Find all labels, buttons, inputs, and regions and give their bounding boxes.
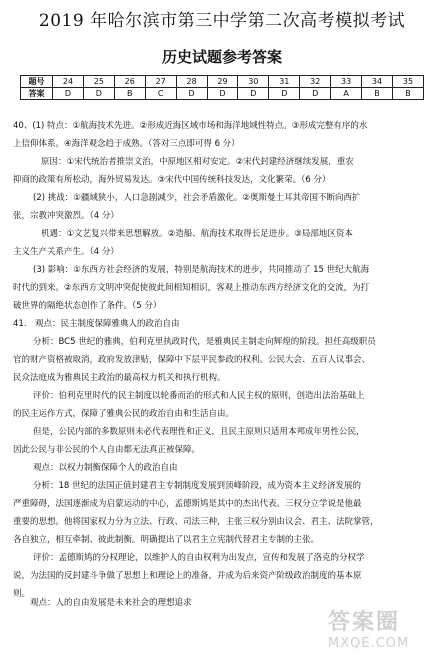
q41-view-2: 观点：以权力制衡保障个人的政治自由 <box>33 463 178 473</box>
answer-cell: D <box>83 88 114 100</box>
q41-evaluation-2-cont: 说，为法国的反封建斗争做了思想上和理论上的准备，并成为后来资产阶级政治制度的基本原 <box>13 571 362 581</box>
answer-cell: D <box>176 88 207 100</box>
q41-analysis-2-end: 各自独立，相互牵制、彼此制衡。明确提出了以君主立宪制代替君主专制的主张。 <box>13 535 320 545</box>
question-number-row <box>21 76 424 88</box>
watermark <box>328 605 438 651</box>
q40-part3-impact-end: 破世界的隔绝状态创作了条件。（5 分） <box>13 301 162 311</box>
q41-evaluation-2-end: 则。 <box>13 589 31 599</box>
question-number-cell: 25 <box>83 76 114 88</box>
q40-part2-challenges-cont: 张，宗教冲突激烈。（4 分） <box>13 211 119 221</box>
q41-analysis-1-end: 民众法庭成为雅典民主政治的最高权力机关和执行机构。 <box>13 373 226 383</box>
question-number-cell: 32 <box>300 76 331 88</box>
q40-part1-reasons-cont: 抑商的政策有所松动，海外贸易发达。③宋代中国传统科技发达，文化繁荣。（6 分） <box>13 175 331 185</box>
q41-evaluation-2: 评价：孟德斯鸠的分权理论，以维护人的自由权利为出发点，宣传和发展了洛克的分权学 <box>33 553 365 563</box>
question-number-cell: 31 <box>269 76 300 88</box>
answer-cell: D <box>238 88 269 100</box>
q41-evaluation-1: 评价：伯利克里时代的民主制度以轮番而治的形式和人民主权的原则，创造出法治基础上 <box>33 391 365 401</box>
q40-part1-features-cont: 上信仰体系。④海洋观念趋于成熟。（答对三点即可得 6 分） <box>13 139 240 149</box>
answer-cell: B <box>392 88 423 100</box>
answer-cell: A <box>331 88 362 100</box>
q41-evaluation-1-cont: 的民主运作方式，保障了雅典公民的政治自由和生活自由。 <box>13 409 235 419</box>
answer-body <box>13 117 431 603</box>
row-label-answer: 答案 <box>21 88 53 100</box>
q40-part3-impact-cont: 时代的到来。②东西方文明冲突促使彼此间相知相识，客观上推动东西方经济文化的交流，为打 <box>13 283 370 293</box>
q40-part3-impact: (3) 影响：①东西方社会经济的发展，特别是航海技术的进步，共同推动了 15 世纪大航海 <box>33 265 370 275</box>
q41-analysis-2: 分析：18 世纪的法国正值封建君主专制制度发展到顶峰阶段，成为资本主义经济发展的 <box>33 481 362 491</box>
row-label-question: 题号 <box>21 76 53 88</box>
q40-part2-opportunities: 机遇：①文艺复兴带来思想解放。②造船、航海技术取得长足进步。③局部地区资本 <box>41 229 353 239</box>
answer-key-table <box>20 75 424 100</box>
answer-cell: D <box>300 88 331 100</box>
answer-cell: B <box>362 88 393 100</box>
q40-part2-challenges: (2) 挑战：①疆域狭小，人口急剧减少，社会矛盾激化。②奥斯曼土耳其帝国不断向西扩 <box>33 193 361 203</box>
question-number-cell: 28 <box>176 76 207 88</box>
q41-analysis-1: 分析：BC5 世纪的雅典，伯利克里执政时代，是雅典民主制走向辉煌的阶段。担任高级职员 <box>33 337 376 347</box>
q41-analysis-1-cont: 官的财产资格被取消，政府发放津贴，保障中下层平民参政的权利。公民大会、五百人议事会、 <box>13 355 371 365</box>
q40-part1-reasons: 原因：①宋代统治者推崇文治，中原地区相对安定。②宋代封建经济继续发展，重农 <box>41 157 354 167</box>
question-number-cell: 35 <box>392 76 423 88</box>
question-number-cell: 26 <box>114 76 145 88</box>
exam-title: 2019 年哈尔滨市第三中学第二次高考模拟考试 <box>38 11 406 31</box>
answer-cell: D <box>269 88 300 100</box>
question-number-cell: 27 <box>145 76 176 88</box>
question-number-cell: 30 <box>238 76 269 88</box>
q40-part2-opportunities-cont: 主义生产关系产生。（4 分） <box>13 247 119 257</box>
answer-cell: D <box>53 88 84 100</box>
q41-view-1: 41. 观点：民主制度保障雅典人的政治自由 <box>13 319 180 329</box>
document-subtitle: 历史试题参考答案 <box>161 48 282 66</box>
question-number-cell: 34 <box>362 76 393 88</box>
q41-evaluation-1-limit-cont: 因此公民与非公民的个人自由都无法真正被保障。 <box>13 445 201 455</box>
answer-cell: B <box>114 88 145 100</box>
q41-evaluation-1-limit: 但是，公民内部的多数原则未必代表理性和正义，且民主原则只适用本邦成年男性公民， <box>33 427 365 437</box>
q41-analysis-2-cont: 严重障碍，法国逐渐成为启蒙运动的中心，孟德斯鸠是其中的杰出代表。三权分立学说是他最 <box>13 499 362 509</box>
q41-view-3: 观点：人的自由发展是未来社会的理想追求 <box>30 598 192 608</box>
q41-analysis-2-cont2: 重要的思想。他将国家权力分为立法、行政、司法三种，主张三权分别由议会、君主、法院掌管， <box>13 517 379 527</box>
question-number-cell: 33 <box>331 76 362 88</box>
watermark-logo: 答案圈 <box>328 610 401 635</box>
question-number-cell: 29 <box>207 76 238 88</box>
answer-cell: C <box>145 88 176 100</box>
answer-row <box>21 88 424 100</box>
answer-cell: D <box>207 88 238 100</box>
watermark-url: MXQE.COM <box>328 636 410 651</box>
q40-part1-features: 40、(1) 特点：①航海技术先进。②形成近海区域市场和海洋地域性特点。③形成完整有序的水 <box>13 121 368 131</box>
question-number-cell: 24 <box>53 76 84 88</box>
